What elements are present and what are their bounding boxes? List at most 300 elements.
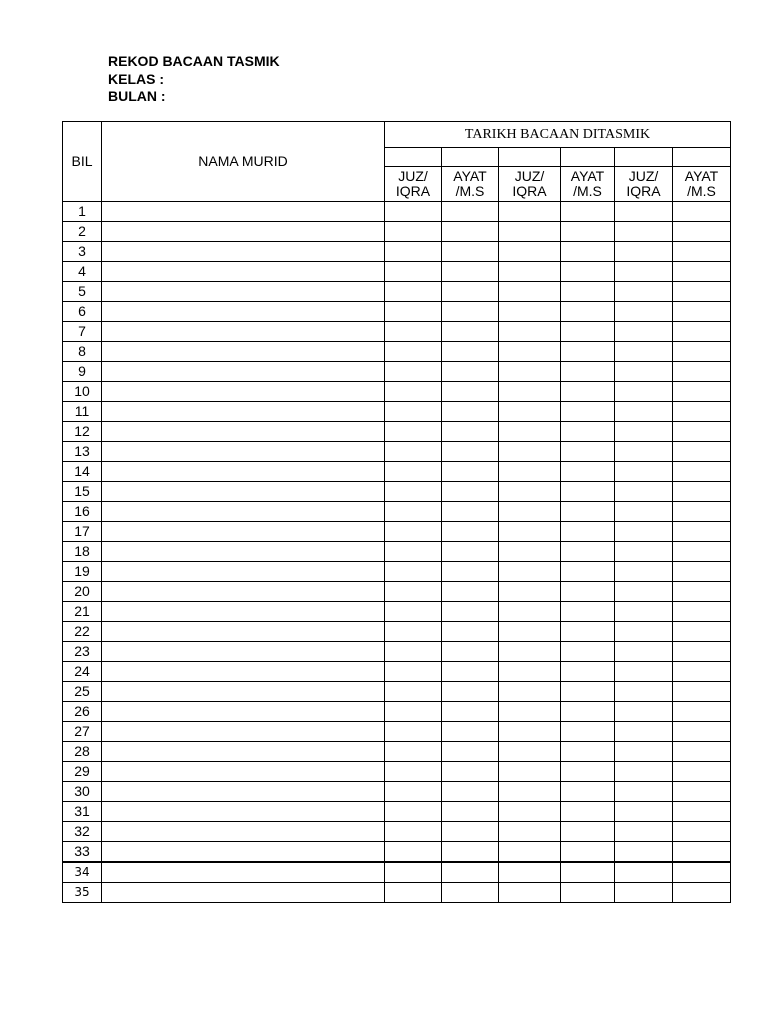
table-row — [63, 282, 731, 302]
juz-iqra-cell[interactable] — [615, 842, 673, 863]
juz-iqra-cell[interactable] — [615, 782, 673, 802]
juz-iqra-cell[interactable] — [385, 442, 442, 462]
ayat-ms-cell[interactable] — [561, 522, 615, 542]
ayat-ms-cell[interactable] — [561, 802, 615, 822]
student-name-cell[interactable] — [102, 322, 385, 342]
table-row — [63, 202, 731, 222]
juz-iqra-cell[interactable] — [615, 742, 673, 762]
ayat-ms-cell[interactable] — [442, 542, 499, 562]
ayat-ms-cell[interactable] — [561, 782, 615, 802]
juz-iqra-cell[interactable] — [615, 662, 673, 682]
ayat-ms-cell[interactable] — [673, 222, 731, 242]
student-name-cell[interactable] — [102, 862, 385, 883]
ayat-ms-cell[interactable] — [442, 782, 499, 802]
juz-iqra-cell[interactable] — [385, 662, 442, 682]
table-row — [63, 802, 731, 822]
table-body — [63, 202, 731, 903]
ayat-ms-cell[interactable] — [561, 642, 615, 662]
ayat-ms-cell[interactable] — [673, 662, 731, 682]
juz-iqra-cell[interactable] — [385, 642, 442, 662]
ayat-ms-cell[interactable] — [442, 342, 499, 362]
ayat-ms-cell[interactable] — [442, 702, 499, 722]
ayat-ms-cell[interactable] — [442, 682, 499, 702]
juz-iqra-cell[interactable] — [615, 362, 673, 382]
juz-iqra-cell[interactable] — [385, 862, 442, 883]
table-row — [63, 742, 731, 762]
juz-iqra-cell[interactable] — [615, 682, 673, 702]
row-number: 8 — [63, 342, 102, 362]
ayat-ms-cell[interactable] — [561, 702, 615, 722]
row-number: 4 — [63, 262, 102, 282]
juz-iqra-cell[interactable] — [385, 502, 442, 522]
ayat-ms-cell[interactable] — [561, 622, 615, 642]
ayat-ms-cell[interactable] — [442, 842, 499, 863]
student-name-cell[interactable] — [102, 662, 385, 682]
juz-iqra-cell[interactable] — [499, 762, 561, 782]
student-name-cell[interactable] — [102, 822, 385, 842]
juz-iqra-cell[interactable] — [499, 282, 561, 302]
ayat-ms-cell[interactable] — [561, 342, 615, 362]
juz-iqra-cell[interactable] — [385, 762, 442, 782]
row-number: 6 — [63, 302, 102, 322]
ayat-ms-cell[interactable] — [442, 482, 499, 502]
juz-iqra-cell[interactable] — [499, 582, 561, 602]
date-cell[interactable] — [615, 148, 673, 167]
student-name-cell[interactable] — [102, 422, 385, 442]
ayat-ms-cell[interactable] — [561, 862, 615, 883]
student-name-cell[interactable] — [102, 622, 385, 642]
ayat-ms-cell[interactable] — [442, 642, 499, 662]
juz-iqra-cell[interactable] — [615, 762, 673, 782]
student-name-cell[interactable] — [102, 462, 385, 482]
table-row — [63, 342, 731, 362]
ayat-ms-cell[interactable] — [673, 802, 731, 822]
juz-iqra-cell[interactable] — [499, 642, 561, 662]
ayat-ms-cell[interactable] — [561, 722, 615, 742]
juz-iqra-cell[interactable] — [499, 462, 561, 482]
ayat-ms-cell[interactable] — [442, 222, 499, 242]
table-row — [63, 242, 731, 262]
ayat-ms-cell[interactable] — [673, 542, 731, 562]
ayat-ms-cell[interactable] — [673, 502, 731, 522]
table-row — [63, 822, 731, 842]
juz-iqra-cell[interactable] — [615, 702, 673, 722]
ayat-ms-cell[interactable] — [673, 362, 731, 382]
juz-iqra-cell[interactable] — [385, 822, 442, 842]
ayat-ms-cell[interactable] — [442, 622, 499, 642]
juz-iqra-cell[interactable] — [385, 782, 442, 802]
ayat-ms-cell[interactable] — [673, 822, 731, 842]
ayat-ms-cell[interactable] — [442, 382, 499, 402]
ayat-ms-cell[interactable] — [673, 722, 731, 742]
ayat-ms-cell[interactable] — [561, 262, 615, 282]
ayat-ms-cell[interactable] — [673, 422, 731, 442]
ayat-ms-cell[interactable] — [442, 762, 499, 782]
kelas-label: KELAS : — [108, 70, 164, 87]
juz-iqra-cell[interactable] — [499, 842, 561, 863]
ayat-ms-cell[interactable] — [442, 802, 499, 822]
juz-iqra-cell[interactable] — [499, 242, 561, 262]
student-name-cell[interactable] — [102, 802, 385, 822]
ayat-ms-cell[interactable] — [561, 662, 615, 682]
table-row — [63, 762, 731, 782]
ayat-ms-cell[interactable] — [561, 402, 615, 422]
juz-iqra-cell[interactable] — [499, 662, 561, 682]
ayat-ms-cell[interactable] — [442, 822, 499, 842]
juz-iqra-cell[interactable] — [499, 542, 561, 562]
juz-iqra-cell[interactable] — [615, 622, 673, 642]
juz-iqra-cell[interactable] — [615, 382, 673, 402]
column-header-nama-murid: NAMA MURID — [102, 122, 385, 202]
ayat-ms-cell[interactable] — [561, 322, 615, 342]
table-row — [63, 462, 731, 482]
ayat-ms-cell[interactable] — [673, 302, 731, 322]
ayat-ms-cell[interactable] — [673, 342, 731, 362]
ayat-ms-cell[interactable] — [673, 382, 731, 402]
ayat-ms-cell[interactable] — [673, 862, 731, 883]
ayat-ms-cell[interactable] — [561, 462, 615, 482]
row-number: 35 — [63, 883, 102, 903]
ayat-ms-cell[interactable] — [561, 502, 615, 522]
juz-iqra-cell[interactable] — [385, 522, 442, 542]
subheader-juz-iqra: JUZ/ IQRA — [499, 167, 561, 202]
ayat-ms-cell[interactable] — [442, 562, 499, 582]
ayat-ms-cell[interactable] — [442, 362, 499, 382]
juz-iqra-cell[interactable] — [385, 602, 442, 622]
juz-iqra-cell[interactable] — [385, 342, 442, 362]
juz-iqra-cell[interactable] — [499, 302, 561, 322]
juz-iqra-cell[interactable] — [385, 462, 442, 482]
student-name-cell[interactable] — [102, 642, 385, 662]
student-name-cell[interactable] — [102, 722, 385, 742]
table-row — [63, 482, 731, 502]
juz-iqra-cell[interactable] — [499, 822, 561, 842]
ayat-ms-cell[interactable] — [442, 502, 499, 522]
juz-iqra-cell[interactable] — [499, 883, 561, 903]
date-cell[interactable] — [442, 148, 499, 167]
bulan-label: BULAN : — [108, 88, 166, 104]
ayat-ms-cell[interactable] — [673, 202, 731, 222]
student-name-cell[interactable] — [102, 702, 385, 722]
ayat-ms-cell[interactable] — [673, 702, 731, 722]
ayat-ms-cell[interactable] — [442, 262, 499, 282]
ayat-ms-cell[interactable] — [673, 782, 731, 802]
juz-iqra-cell[interactable] — [615, 402, 673, 422]
student-name-cell[interactable] — [102, 502, 385, 522]
juz-iqra-cell[interactable] — [385, 702, 442, 722]
ayat-ms-cell[interactable] — [561, 302, 615, 322]
student-name-cell[interactable] — [102, 542, 385, 562]
table-row — [63, 442, 731, 462]
ayat-ms-cell[interactable] — [673, 462, 731, 482]
juz-iqra-cell[interactable] — [385, 282, 442, 302]
juz-iqra-cell[interactable] — [615, 802, 673, 822]
table-row — [63, 602, 731, 622]
juz-iqra-cell[interactable] — [615, 502, 673, 522]
juz-iqra-cell[interactable] — [499, 782, 561, 802]
juz-iqra-cell[interactable] — [499, 802, 561, 822]
ayat-ms-cell[interactable] — [561, 362, 615, 382]
juz-iqra-cell[interactable] — [499, 562, 561, 582]
juz-iqra-cell[interactable] — [499, 482, 561, 502]
juz-iqra-cell[interactable] — [615, 862, 673, 883]
date-cell[interactable] — [499, 148, 561, 167]
juz-iqra-cell[interactable] — [615, 262, 673, 282]
date-cell[interactable] — [561, 148, 615, 167]
ayat-ms-cell[interactable] — [673, 842, 731, 863]
juz-iqra-cell[interactable] — [615, 222, 673, 242]
juz-iqra-cell[interactable] — [385, 402, 442, 422]
ayat-ms-cell[interactable] — [561, 542, 615, 562]
table-row — [63, 642, 731, 662]
ayat-ms-cell[interactable] — [561, 562, 615, 582]
student-name-cell[interactable] — [102, 602, 385, 622]
subheader-ayat-ms: AYAT /M.S — [673, 167, 731, 202]
ayat-ms-cell[interactable] — [561, 242, 615, 262]
student-name-cell[interactable] — [102, 842, 385, 863]
row-number: 22 — [63, 622, 102, 642]
document-title: REKOD BACAAN TASMIK — [108, 53, 280, 69]
juz-iqra-cell[interactable] — [499, 362, 561, 382]
student-name-cell[interactable] — [102, 382, 385, 402]
juz-iqra-cell[interactable] — [615, 522, 673, 542]
ayat-ms-cell[interactable] — [673, 562, 731, 582]
student-name-cell[interactable] — [102, 262, 385, 282]
ayat-ms-cell[interactable] — [673, 622, 731, 642]
ayat-ms-cell[interactable] — [561, 222, 615, 242]
juz-iqra-cell[interactable] — [615, 482, 673, 502]
juz-iqra-cell[interactable] — [385, 582, 442, 602]
student-name-cell[interactable] — [102, 562, 385, 582]
student-name-cell[interactable] — [102, 282, 385, 302]
ayat-ms-cell[interactable] — [673, 442, 731, 462]
ayat-ms-cell[interactable] — [673, 242, 731, 262]
juz-iqra-cell[interactable] — [499, 222, 561, 242]
ayat-ms-cell[interactable] — [561, 382, 615, 402]
row-number: 17 — [63, 522, 102, 542]
ayat-ms-cell[interactable] — [673, 482, 731, 502]
juz-iqra-cell[interactable] — [385, 202, 442, 222]
row-number: 19 — [63, 562, 102, 582]
table-row — [63, 622, 731, 642]
row-number: 9 — [63, 362, 102, 382]
juz-iqra-cell[interactable] — [385, 682, 442, 702]
juz-iqra-cell[interactable] — [385, 622, 442, 642]
juz-iqra-cell[interactable] — [615, 442, 673, 462]
ayat-ms-cell[interactable] — [561, 482, 615, 502]
ayat-ms-cell[interactable] — [442, 422, 499, 442]
row-number: 15 — [63, 482, 102, 502]
table-row — [63, 422, 731, 442]
ayat-ms-cell[interactable] — [561, 442, 615, 462]
juz-iqra-cell[interactable] — [385, 842, 442, 863]
juz-iqra-cell[interactable] — [499, 202, 561, 222]
student-name-cell[interactable] — [102, 742, 385, 762]
juz-iqra-cell[interactable] — [385, 422, 442, 442]
ayat-ms-cell[interactable] — [561, 282, 615, 302]
ayat-ms-cell[interactable] — [442, 883, 499, 903]
student-name-cell[interactable] — [102, 362, 385, 382]
juz-iqra-cell[interactable] — [499, 722, 561, 742]
ayat-ms-cell[interactable] — [442, 302, 499, 322]
juz-iqra-cell[interactable] — [615, 302, 673, 322]
student-name-cell[interactable] — [102, 522, 385, 542]
ayat-ms-cell[interactable] — [561, 762, 615, 782]
student-name-cell[interactable] — [102, 442, 385, 462]
ayat-ms-cell[interactable] — [442, 242, 499, 262]
ayat-ms-cell[interactable] — [442, 282, 499, 302]
ayat-ms-cell[interactable] — [673, 322, 731, 342]
ayat-ms-cell[interactable] — [673, 682, 731, 702]
juz-iqra-cell[interactable] — [499, 522, 561, 542]
student-name-cell[interactable] — [102, 222, 385, 242]
juz-iqra-cell[interactable] — [499, 622, 561, 642]
juz-iqra-cell[interactable] — [385, 302, 442, 322]
ayat-ms-cell[interactable] — [442, 462, 499, 482]
juz-iqra-cell[interactable] — [615, 602, 673, 622]
juz-iqra-cell[interactable] — [385, 542, 442, 562]
row-number: 3 — [63, 242, 102, 262]
ayat-ms-cell[interactable] — [561, 422, 615, 442]
ayat-ms-cell[interactable] — [561, 602, 615, 622]
ayat-ms-cell[interactable] — [561, 742, 615, 762]
subheader-juz-iqra: JUZ/ IQRA — [385, 167, 442, 202]
ayat-ms-cell[interactable] — [442, 742, 499, 762]
juz-iqra-cell[interactable] — [615, 282, 673, 302]
table-row — [63, 362, 731, 382]
juz-iqra-cell[interactable] — [615, 642, 673, 662]
table-row — [63, 883, 731, 903]
student-name-cell[interactable] — [102, 482, 385, 502]
juz-iqra-cell[interactable] — [499, 702, 561, 722]
juz-iqra-cell[interactable] — [499, 442, 561, 462]
juz-iqra-cell[interactable] — [499, 322, 561, 342]
ayat-ms-cell[interactable] — [673, 522, 731, 542]
juz-iqra-cell[interactable] — [499, 602, 561, 622]
subheader-ayat-ms: AYAT /M.S — [561, 167, 615, 202]
juz-iqra-cell[interactable] — [385, 482, 442, 502]
student-name-cell[interactable] — [102, 582, 385, 602]
table-row — [63, 862, 731, 883]
juz-iqra-cell[interactable] — [615, 582, 673, 602]
juz-iqra-cell[interactable] — [499, 422, 561, 442]
juz-iqra-cell[interactable] — [385, 562, 442, 582]
row-number: 7 — [63, 322, 102, 342]
ayat-ms-cell[interactable] — [442, 202, 499, 222]
student-name-cell[interactable] — [102, 682, 385, 702]
student-name-cell[interactable] — [102, 242, 385, 262]
juz-iqra-cell[interactable] — [385, 722, 442, 742]
juz-iqra-cell[interactable] — [615, 202, 673, 222]
juz-iqra-cell[interactable] — [615, 562, 673, 582]
ayat-ms-cell[interactable] — [673, 883, 731, 903]
juz-iqra-cell[interactable] — [499, 682, 561, 702]
juz-iqra-cell[interactable] — [615, 342, 673, 362]
ayat-ms-cell[interactable] — [673, 282, 731, 302]
student-name-cell[interactable] — [102, 883, 385, 903]
student-name-cell[interactable] — [102, 782, 385, 802]
student-name-cell[interactable] — [102, 342, 385, 362]
juz-iqra-cell[interactable] — [499, 262, 561, 282]
juz-iqra-cell[interactable] — [499, 342, 561, 362]
ayat-ms-cell[interactable] — [561, 582, 615, 602]
row-number: 32 — [63, 822, 102, 842]
ayat-ms-cell[interactable] — [442, 582, 499, 602]
juz-iqra-cell[interactable] — [499, 402, 561, 422]
juz-iqra-cell[interactable] — [615, 542, 673, 562]
ayat-ms-cell[interactable] — [442, 862, 499, 883]
ayat-ms-cell[interactable] — [442, 402, 499, 422]
row-number: 10 — [63, 382, 102, 402]
ayat-ms-cell[interactable] — [673, 762, 731, 782]
juz-iqra-cell[interactable] — [385, 802, 442, 822]
juz-iqra-cell[interactable] — [385, 242, 442, 262]
juz-iqra-cell[interactable] — [615, 422, 673, 442]
column-group-tarikh: TARIKH BACAAN DITASMIK — [385, 122, 731, 148]
student-name-cell[interactable] — [102, 762, 385, 782]
juz-iqra-cell[interactable] — [385, 742, 442, 762]
juz-iqra-cell[interactable] — [385, 262, 442, 282]
ayat-ms-cell[interactable] — [442, 722, 499, 742]
table-row — [63, 722, 731, 742]
juz-iqra-cell[interactable] — [499, 382, 561, 402]
ayat-ms-cell[interactable] — [442, 602, 499, 622]
student-name-cell[interactable] — [102, 302, 385, 322]
row-number: 27 — [63, 722, 102, 742]
juz-iqra-cell[interactable] — [615, 722, 673, 742]
ayat-ms-cell[interactable] — [673, 742, 731, 762]
ayat-ms-cell[interactable] — [442, 322, 499, 342]
juz-iqra-cell[interactable] — [385, 322, 442, 342]
row-number: 24 — [63, 662, 102, 682]
date-cell[interactable] — [385, 148, 442, 167]
table-row — [63, 302, 731, 322]
ayat-ms-cell[interactable] — [673, 602, 731, 622]
ayat-ms-cell[interactable] — [442, 442, 499, 462]
juz-iqra-cell[interactable] — [385, 382, 442, 402]
ayat-ms-cell[interactable] — [673, 582, 731, 602]
ayat-ms-cell[interactable] — [561, 842, 615, 863]
ayat-ms-cell[interactable] — [442, 522, 499, 542]
ayat-ms-cell[interactable] — [561, 682, 615, 702]
juz-iqra-cell[interactable] — [499, 862, 561, 883]
juz-iqra-cell[interactable] — [385, 883, 442, 903]
ayat-ms-cell[interactable] — [673, 642, 731, 662]
ayat-ms-cell[interactable] — [442, 662, 499, 682]
juz-iqra-cell[interactable] — [385, 222, 442, 242]
juz-iqra-cell[interactable] — [385, 362, 442, 382]
ayat-ms-cell[interactable] — [561, 202, 615, 222]
juz-iqra-cell[interactable] — [615, 322, 673, 342]
juz-iqra-cell[interactable] — [615, 883, 673, 903]
ayat-ms-cell[interactable] — [561, 883, 615, 903]
ayat-ms-cell[interactable] — [673, 262, 731, 282]
juz-iqra-cell[interactable] — [499, 742, 561, 762]
date-cell[interactable] — [673, 148, 731, 167]
row-number: 5 — [63, 282, 102, 302]
juz-iqra-cell[interactable] — [615, 822, 673, 842]
ayat-ms-cell[interactable] — [561, 822, 615, 842]
ayat-ms-cell[interactable] — [673, 402, 731, 422]
student-name-cell[interactable] — [102, 402, 385, 422]
juz-iqra-cell[interactable] — [615, 242, 673, 262]
table-row — [63, 262, 731, 282]
juz-iqra-cell[interactable] — [615, 462, 673, 482]
row-number: 26 — [63, 702, 102, 722]
table-row — [63, 562, 731, 582]
student-name-cell[interactable] — [102, 202, 385, 222]
juz-iqra-cell[interactable] — [499, 502, 561, 522]
